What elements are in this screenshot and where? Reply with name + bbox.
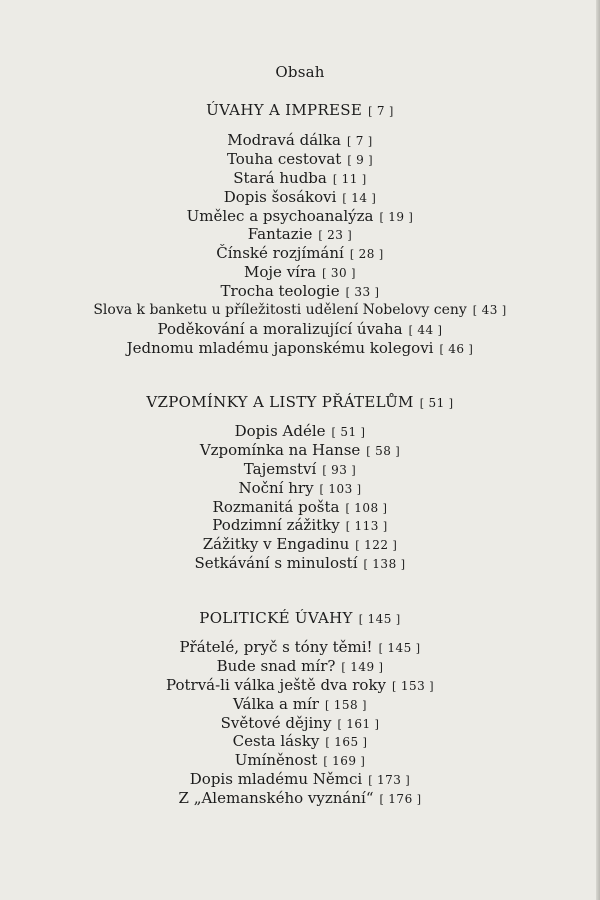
toc-entry: Dopis mladému Němci [ 173 ] bbox=[189, 770, 411, 789]
section-page-ref: [ 51 ] bbox=[419, 396, 454, 410]
section-title-text: VZPOMÍNKY A LISTY PŘÁTELŮM bbox=[146, 393, 414, 411]
toc-entry: Z „Alemanského vyznání“ [ 176 ] bbox=[178, 789, 422, 808]
section-title-uvahy-a-imprese bbox=[0, 101, 600, 119]
toc-entry: Umíněnost [ 169 ] bbox=[234, 751, 366, 770]
toc-entry: Čínské rozjímání [ 28 ] bbox=[216, 244, 384, 263]
toc-entry: Noční hry [ 103 ] bbox=[238, 478, 362, 497]
section-title-text: ÚVAHY A IMPRESE bbox=[206, 101, 363, 119]
toc-entry: Světové dějiny [ 161 ] bbox=[220, 713, 380, 732]
toc-entry: Moje víra [ 30 ] bbox=[244, 263, 356, 282]
toc-entry: Trocha teologie [ 33 ] bbox=[220, 282, 380, 301]
toc-heading: Obsah bbox=[275, 63, 325, 81]
toc-entry: Vzpomínka na Hanse [ 58 ] bbox=[199, 440, 401, 459]
toc-entry: Rozmanitá pošta [ 108 ] bbox=[212, 497, 388, 516]
section-entries bbox=[0, 638, 600, 808]
toc-entry: Bude snad mír? [ 149 ] bbox=[216, 656, 384, 675]
toc-entry: Cesta lásky [ 165 ] bbox=[232, 732, 368, 751]
toc-entry: Umělec a psychoanalýza [ 19 ] bbox=[186, 206, 414, 225]
toc-entry: Poděkování a moralizující úvaha [ 44 ] bbox=[157, 319, 443, 338]
toc-entry: Válka a mír [ 158 ] bbox=[233, 694, 367, 713]
toc-entry: Dopis Adéle [ 51 ] bbox=[234, 422, 366, 440]
section-entries bbox=[0, 422, 600, 573]
toc-entry: Podzimní zážitky [ 113 ] bbox=[212, 516, 388, 535]
section-page-ref: [ 145 ] bbox=[358, 612, 401, 626]
section-entries bbox=[0, 131, 600, 358]
section-title-text: POLITICKÉ ÚVAHY bbox=[199, 609, 353, 627]
toc-entry: Potrvá-li válka ještě dva roky [ 153 ] bbox=[165, 675, 435, 694]
toc-entry: Touha cestovat [ 9 ] bbox=[226, 149, 374, 168]
section-page-ref: [ 7 ] bbox=[368, 104, 394, 118]
toc-entry: Stará hudba [ 11 ] bbox=[233, 168, 367, 187]
toc-entry: Dopis šosákovi [ 14 ] bbox=[223, 187, 377, 206]
page-edge-shadow bbox=[596, 0, 600, 900]
toc-entry: Fantazie [ 23 ] bbox=[247, 225, 353, 244]
toc-entry: Setkávání s minulostí [ 138 ] bbox=[194, 554, 406, 573]
toc-entry: Modravá dálka [ 7 ] bbox=[227, 131, 373, 149]
section-title-politicke-uvahy bbox=[0, 609, 600, 627]
toc-entry: Jednomu mladému japonskému kolegovi [ 46 ] bbox=[126, 338, 474, 357]
toc-entry: Zážitky v Engadinu [ 122 ] bbox=[202, 535, 398, 554]
toc-entry: Slova k banketu u příležitosti udělení Nobelovy ceny [ 43 ] bbox=[93, 302, 507, 319]
toc-entry: Přátelé, pryč s tóny těmi! [ 145 ] bbox=[179, 638, 421, 656]
toc-entry: Tajemství [ 93 ] bbox=[243, 459, 357, 478]
section-title-vzpominky-a-listy-pratelum bbox=[0, 393, 600, 411]
